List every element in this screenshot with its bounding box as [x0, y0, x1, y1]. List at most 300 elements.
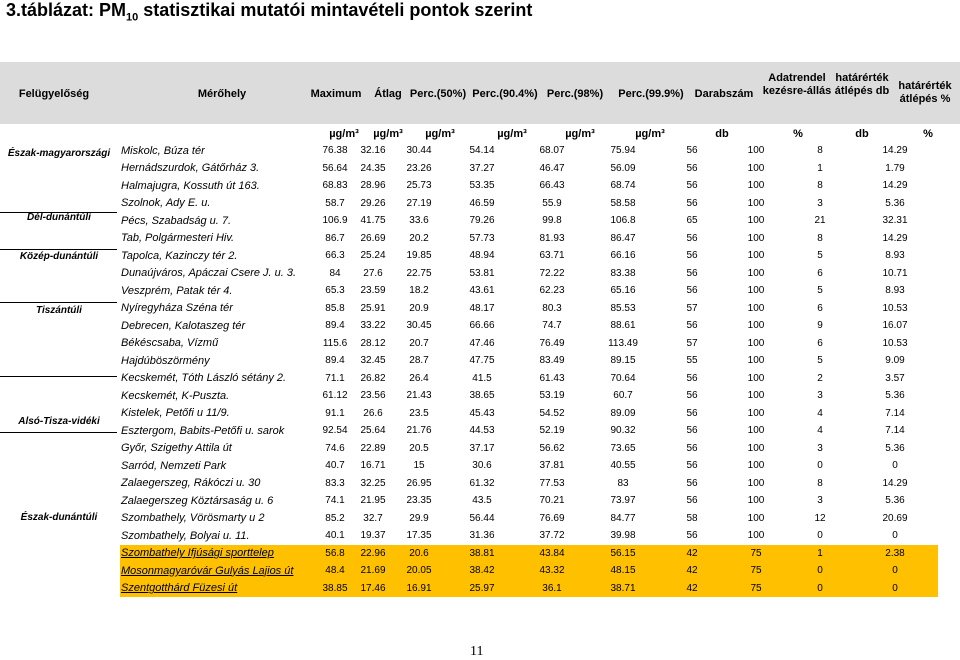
table-cell: 20.5	[409, 442, 429, 454]
table-row	[120, 177, 938, 195]
header-p50: Perc.(50%)	[409, 88, 467, 100]
table-cell: 76.38	[322, 145, 348, 157]
table-cell: 10.53	[882, 337, 908, 349]
table-cell: 37.27	[469, 162, 495, 174]
table-cell: 56	[686, 320, 698, 332]
table-cell: 20.7	[409, 337, 429, 349]
table-cell: 57	[686, 337, 698, 349]
table-cell: 10.71	[882, 267, 908, 279]
table-cell: 55.9	[542, 197, 562, 209]
table-cell: 24.35	[360, 162, 386, 174]
table-cell: 5.36	[885, 495, 905, 507]
table-cell: 66.66	[469, 320, 495, 332]
table-cell: 88.61	[610, 320, 636, 332]
table-cell: 37.72	[539, 530, 565, 542]
table-cell: 5.36	[885, 197, 905, 209]
table-cell: 0	[892, 460, 898, 472]
table-cell: 9	[817, 320, 823, 332]
table-cell: 42	[660, 580, 724, 598]
table-cell: 20.2	[409, 232, 429, 244]
table-cell: 32.25	[360, 477, 386, 489]
table-cell: 16.07	[882, 320, 908, 332]
table-row	[120, 160, 938, 178]
table-cell: 8	[817, 477, 823, 489]
table-cell: 63.71	[539, 250, 565, 262]
table-cell: 30.45	[406, 320, 432, 332]
table-cell: 52.19	[539, 425, 565, 437]
table-cell: 100	[747, 460, 765, 472]
table-cell: 56	[686, 232, 698, 244]
table-cell: 12	[814, 512, 826, 524]
table-row	[120, 440, 938, 458]
region-tiszantuli: Tiszántúli	[36, 305, 82, 316]
table-cell: 23.59	[360, 285, 386, 297]
region-divider	[0, 376, 117, 377]
header-hatarertek-db: határérték átlépés db	[834, 72, 890, 97]
table-cell: 77.53	[539, 477, 565, 489]
table-row	[120, 282, 938, 300]
table-cell: 3.57	[885, 372, 905, 384]
table-cell: 0	[817, 530, 823, 542]
table-row	[120, 370, 938, 388]
table-cell: 6	[817, 337, 823, 349]
table-cell: 73.97	[610, 495, 636, 507]
unit-hatarertek-pct: %	[923, 128, 933, 140]
table-row	[120, 510, 938, 528]
table-cell: 54.14	[469, 145, 495, 157]
table-cell: 15	[413, 460, 425, 472]
table-cell: 74.6	[325, 442, 345, 454]
table-cell: 56	[686, 267, 698, 279]
table-cell: 83.38	[610, 267, 636, 279]
unit-adatrendelkezesre: %	[793, 128, 803, 140]
table-cell: 100	[747, 267, 765, 279]
unit-maximum: µg/m³	[329, 128, 359, 140]
table-cell: 106.8	[610, 215, 636, 227]
table-cell: 22.89	[360, 442, 386, 454]
table-cell: 66.16	[610, 250, 636, 262]
table-cell: 106.9	[322, 215, 348, 227]
table-cell: 74.1	[325, 495, 345, 507]
table-cell: 86.47	[610, 232, 636, 244]
table-cell: 26.95	[406, 477, 432, 489]
table-cell: 56.62	[539, 442, 565, 454]
station-name: Szolnok, Ady E. u.	[121, 197, 211, 210]
station-name: Hajdúböszörmény	[121, 354, 210, 367]
table-cell: 2	[817, 372, 823, 384]
table-cell: 56	[686, 477, 698, 489]
table-cell: 2.38	[852, 545, 938, 563]
table-row	[120, 212, 938, 230]
region-kozep-dunantuli: Közép-dunántúli	[19, 251, 99, 262]
station-name: Kistelek, Petőfi u 11/9.	[121, 407, 230, 420]
table-cell: 100	[747, 372, 765, 384]
table-cell: 3	[817, 197, 823, 209]
table-cell: 83.49	[539, 355, 565, 367]
table-cell: 58.58	[610, 197, 636, 209]
table-cell: 56	[686, 197, 698, 209]
table-cell: 40.55	[610, 460, 636, 472]
table-cell: 6	[817, 302, 823, 314]
table-cell: 75	[724, 562, 788, 580]
table-cell: 7.14	[885, 425, 905, 437]
table-cell: 41.75	[360, 215, 386, 227]
table-cell: 41.5	[472, 372, 492, 384]
station-name: Debrecen, Kalotaszeg tér	[121, 319, 246, 332]
table-cell: 38.71	[586, 580, 660, 598]
table-cell: 14.29	[882, 180, 908, 192]
table-cell: 33.22	[360, 320, 386, 332]
table-cell: 23.56	[360, 390, 386, 402]
station-name: Tab, Polgármesteri Hiv.	[121, 232, 235, 245]
table-cell: 7.14	[885, 407, 905, 419]
table-cell: 26.82	[360, 372, 386, 384]
table-cell: 68.83	[322, 180, 348, 192]
table-cell: 46.47	[539, 162, 565, 174]
table-cell: 48.4	[316, 562, 354, 580]
table-cell: 23.26	[406, 162, 432, 174]
table-cell: 26.4	[409, 372, 429, 384]
table-cell: 100	[747, 477, 765, 489]
table-row	[120, 317, 938, 335]
table-cell: 57	[686, 302, 698, 314]
table-cell: 40.7	[325, 460, 345, 472]
table-cell: 56	[686, 162, 698, 174]
table-cell: 85.53	[610, 302, 636, 314]
table-cell: 56	[686, 250, 698, 262]
table-cell: 29.9	[409, 512, 429, 524]
table-cell: 56.09	[610, 162, 636, 174]
table-cell: 20.6	[392, 545, 446, 563]
region-divider	[0, 302, 117, 303]
table-cell: 90.32	[610, 425, 636, 437]
table-cell: 21.76	[406, 425, 432, 437]
table-row	[120, 352, 938, 370]
table-cell: 65.16	[610, 285, 636, 297]
table-cell: 56.8	[316, 545, 354, 563]
table-cell: 0	[852, 562, 938, 580]
table-cell: 47.46	[469, 337, 495, 349]
table-cell: 75	[724, 580, 788, 598]
station-name: Nyíregyháza Széna tér	[121, 302, 233, 315]
station-name: Szombathely, Bolyai u. 11.	[121, 529, 250, 542]
table-cell: 0	[788, 562, 852, 580]
table-cell: 91.1	[325, 407, 345, 419]
station-name: Szombathely, Vörösmarty u 2	[121, 512, 265, 525]
table-cell: 56	[686, 372, 698, 384]
region-del-dunantuli: Dél-dunántúli	[27, 212, 91, 223]
table-title: 3.táblázat: $PM_{10}$ statisztikai mutatói mintavételi pontok szerint	[6, 0, 533, 24]
table-cell: 38.65	[469, 390, 495, 402]
table-cell: 16.91	[392, 580, 446, 598]
table-cell: 100	[747, 425, 765, 437]
table-cell: 16.71	[360, 460, 386, 472]
table-cell: 43.5	[472, 495, 492, 507]
table-cell: 89.4	[325, 355, 345, 367]
table-row	[120, 405, 938, 423]
table-cell: 86.7	[325, 232, 345, 244]
table-cell: 56	[686, 495, 698, 507]
table-cell: 80.3	[542, 302, 562, 314]
table-cell: 43.84	[518, 545, 586, 563]
table-cell: 100	[747, 530, 765, 542]
table-cell: 100	[747, 407, 765, 419]
header-p904: Perc.(90.4%)	[472, 88, 538, 100]
table-row	[120, 300, 938, 318]
table-cell: 20.69	[882, 512, 908, 524]
table-row	[120, 475, 938, 493]
table-cell: 89.09	[610, 407, 636, 419]
station-name: Győr, Szigethy Attila út	[121, 442, 232, 455]
table-cell: 56	[686, 530, 698, 542]
table-cell: 10.53	[882, 302, 908, 314]
table-cell: 100	[747, 302, 765, 314]
unit-hatarertek-db: db	[855, 128, 869, 140]
table-row	[120, 230, 938, 248]
table-row	[120, 265, 938, 283]
table-cell: 65	[686, 215, 698, 227]
table-cell: 100	[747, 285, 765, 297]
table-cell: 100	[747, 162, 765, 174]
table-cell: 32.16	[360, 145, 386, 157]
table-cell: 53.35	[469, 180, 495, 192]
table-cell: 0	[817, 460, 823, 472]
table-cell: 56	[686, 425, 698, 437]
table-cell: 66.43	[539, 180, 565, 192]
table-cell: 5.36	[885, 390, 905, 402]
header-p999: Perc.(99.9%)	[618, 88, 684, 100]
table-cell: 85.8	[325, 302, 345, 314]
table-cell: 27.19	[406, 197, 432, 209]
table-cell: 76.69	[539, 512, 565, 524]
station-name: Miskolc, Búza tér	[121, 144, 205, 157]
table-cell: 100	[747, 355, 765, 367]
table-cell: 43.61	[469, 285, 495, 297]
table-cell: 55	[686, 355, 698, 367]
table-cell: 71.1	[325, 372, 345, 384]
table-cell: 57.73	[469, 232, 495, 244]
table-cell: 115.6	[322, 337, 348, 349]
table-row	[120, 247, 938, 265]
table-cell: 62.23	[539, 285, 565, 297]
table-cell: 8.93	[885, 250, 905, 262]
table-cell: 5	[817, 355, 823, 367]
table-cell: 70.21	[539, 495, 565, 507]
table-cell: 56.15	[586, 545, 660, 563]
table-cell: 1	[788, 545, 852, 563]
table-cell: 45.43	[469, 407, 495, 419]
table-cell: 31.36	[469, 530, 495, 542]
station-name: Mosonmagyaróvár Gulyás Lajios út	[120, 562, 316, 580]
table-cell: 100	[747, 337, 765, 349]
table-cell: 19.85	[406, 250, 432, 262]
table-cell: 99.8	[542, 215, 562, 227]
table-cell: 46.59	[469, 197, 495, 209]
region-eszak-magyarorszagi: Észak-magyarországi	[7, 148, 111, 159]
table-cell: 100	[747, 250, 765, 262]
table-cell: 100	[747, 495, 765, 507]
table-cell: 44.53	[469, 425, 495, 437]
table-cell: 28.12	[360, 337, 386, 349]
table-cell: 6	[817, 267, 823, 279]
table-cell: 14.29	[882, 145, 908, 157]
table-cell: 23.35	[406, 495, 432, 507]
table-cell: 8	[817, 232, 823, 244]
table-cell: 21.95	[360, 495, 386, 507]
table-cell: 22.96	[354, 545, 392, 563]
table-cell: 48.17	[469, 302, 495, 314]
unit-p50: µg/m³	[425, 128, 455, 140]
station-name: Zalaegerszeg Köztársaság u. 6	[121, 494, 274, 507]
station-name: Szombathely Ifjúsági sporttelep	[120, 545, 316, 563]
table-cell: 100	[747, 512, 765, 524]
table-cell: 61.12	[322, 390, 348, 402]
station-name: Hernádszurdok, Gátőrház 3.	[121, 162, 260, 175]
table-row	[120, 142, 938, 160]
header-hatarertek-pct: határérték átlépés %	[898, 80, 952, 105]
table-row	[120, 580, 938, 598]
table-cell: 66.3	[325, 250, 345, 262]
header-adatrendelkezesre: Adatrendel kezésre-állás	[762, 72, 832, 97]
station-name: Békéscsaba, Vízmű	[121, 337, 219, 350]
table-cell: 5	[817, 250, 823, 262]
table-cell: 4	[817, 425, 823, 437]
table-cell: 8.93	[885, 285, 905, 297]
table-cell: 84	[329, 267, 341, 279]
table-cell: 56.44	[469, 512, 495, 524]
table-cell: 25.91	[360, 302, 386, 314]
page-number: 11	[470, 644, 484, 659]
table-row	[120, 335, 938, 353]
station-name: Sarród, Nemzeti Park	[121, 459, 227, 472]
table-cell: 100	[747, 197, 765, 209]
table-cell: 61.43	[539, 372, 565, 384]
table-cell: 56.64	[322, 162, 348, 174]
table-cell: 26.69	[360, 232, 386, 244]
table-cell: 26.6	[363, 407, 383, 419]
table-cell: 42	[660, 545, 724, 563]
table-cell: 38.42	[446, 562, 518, 580]
region-eszak-dunantuli: Észak-dunántúli	[20, 512, 98, 523]
data-table	[120, 142, 938, 597]
table-cell: 3	[817, 442, 823, 454]
table-cell: 20.9	[409, 302, 429, 314]
table-cell: 68.74	[610, 180, 636, 192]
station-name: Halmajugra, Kossuth út 163.	[121, 179, 260, 192]
header-p98: Perc.(98%)	[546, 88, 604, 100]
table-cell: 58.7	[325, 197, 345, 209]
table-cell: 28.96	[360, 180, 386, 192]
unit-p98: µg/m³	[565, 128, 595, 140]
table-cell: 0	[788, 580, 852, 598]
station-name: Tapolca, Kazinczy tér 2.	[121, 249, 238, 262]
unit-atlag: µg/m³	[373, 128, 403, 140]
region-also-tisza-videki: Alsó-Tisza-vidéki	[18, 416, 100, 427]
table-cell: 100	[747, 320, 765, 332]
unit-darabszam: db	[715, 128, 729, 140]
table-cell: 74.7	[542, 320, 562, 332]
table-cell: 25.73	[406, 180, 432, 192]
table-cell: 9.09	[885, 355, 905, 367]
table-cell: 83	[617, 477, 629, 489]
table-cell: 53.81	[469, 267, 495, 279]
table-cell: 19.37	[360, 530, 386, 542]
table-row	[120, 195, 938, 213]
table-cell: 22.75	[406, 267, 432, 279]
table-cell: 5.36	[885, 442, 905, 454]
table-cell: 89.4	[325, 320, 345, 332]
table-row	[120, 527, 938, 545]
table-cell: 25.64	[360, 425, 386, 437]
header-maximum: Maximum	[310, 88, 362, 100]
table-cell: 48.15	[586, 562, 660, 580]
table-row	[120, 545, 938, 563]
table-cell: 21.69	[354, 562, 392, 580]
table-cell: 48.94	[469, 250, 495, 262]
table-cell: 56	[686, 145, 698, 157]
table-row	[120, 387, 938, 405]
table-cell: 61.32	[469, 477, 495, 489]
header-merohely: Mérőhely	[197, 88, 247, 100]
station-name: Veszprém, Patak tér 4.	[121, 284, 233, 297]
region-divider	[0, 432, 117, 433]
table-cell: 100	[747, 145, 765, 157]
table-cell: 21.43	[406, 390, 432, 402]
table-cell: 8	[817, 180, 823, 192]
table-cell: 72.22	[539, 267, 565, 279]
table-cell: 100	[747, 215, 765, 227]
table-cell: 100	[747, 180, 765, 192]
table-cell: 73.65	[610, 442, 636, 454]
table-cell: 38.81	[446, 545, 518, 563]
header-darabszam: Darabszám	[694, 88, 754, 100]
table-cell: 28.7	[409, 355, 429, 367]
table-row	[120, 562, 938, 580]
table-row	[120, 457, 938, 475]
table-cell: 56	[686, 442, 698, 454]
station-name: Pécs, Szabadság u. 7.	[121, 214, 232, 227]
table-cell: 79.26	[469, 215, 495, 227]
table-cell: 84.77	[610, 512, 636, 524]
header-atlag: Átlag	[374, 88, 402, 100]
station-name: Esztergom, Babits-Petőfi u. sarok	[121, 424, 285, 437]
station-name: Kecskemét, K-Puszta.	[121, 389, 230, 402]
table-cell: 14.29	[882, 477, 908, 489]
table-cell: 1.79	[885, 162, 905, 174]
table-cell: 54.52	[539, 407, 565, 419]
table-cell: 3	[817, 390, 823, 402]
table-cell: 65.3	[325, 285, 345, 297]
table-cell: 56	[686, 460, 698, 472]
table-cell: 0	[852, 580, 938, 598]
table-cell: 85.2	[325, 512, 345, 524]
table-cell: 17.35	[406, 530, 432, 542]
table-cell: 60.7	[613, 390, 633, 402]
table-cell: 43.32	[518, 562, 586, 580]
table-cell: 70.64	[610, 372, 636, 384]
table-cell: 27.6	[363, 267, 383, 279]
table-row	[120, 492, 938, 510]
table-cell: 18.2	[409, 285, 429, 297]
table-cell: 23.5	[409, 407, 429, 419]
station-name: Zalaegerszeg, Rákóczi u. 30	[121, 477, 261, 490]
table-cell: 37.81	[539, 460, 565, 472]
table-cell: 1	[817, 162, 823, 174]
table-cell: 76.49	[539, 337, 565, 349]
table-cell: 14.29	[882, 232, 908, 244]
table-cell: 38.85	[316, 580, 354, 598]
table-cell: 53.19	[539, 390, 565, 402]
